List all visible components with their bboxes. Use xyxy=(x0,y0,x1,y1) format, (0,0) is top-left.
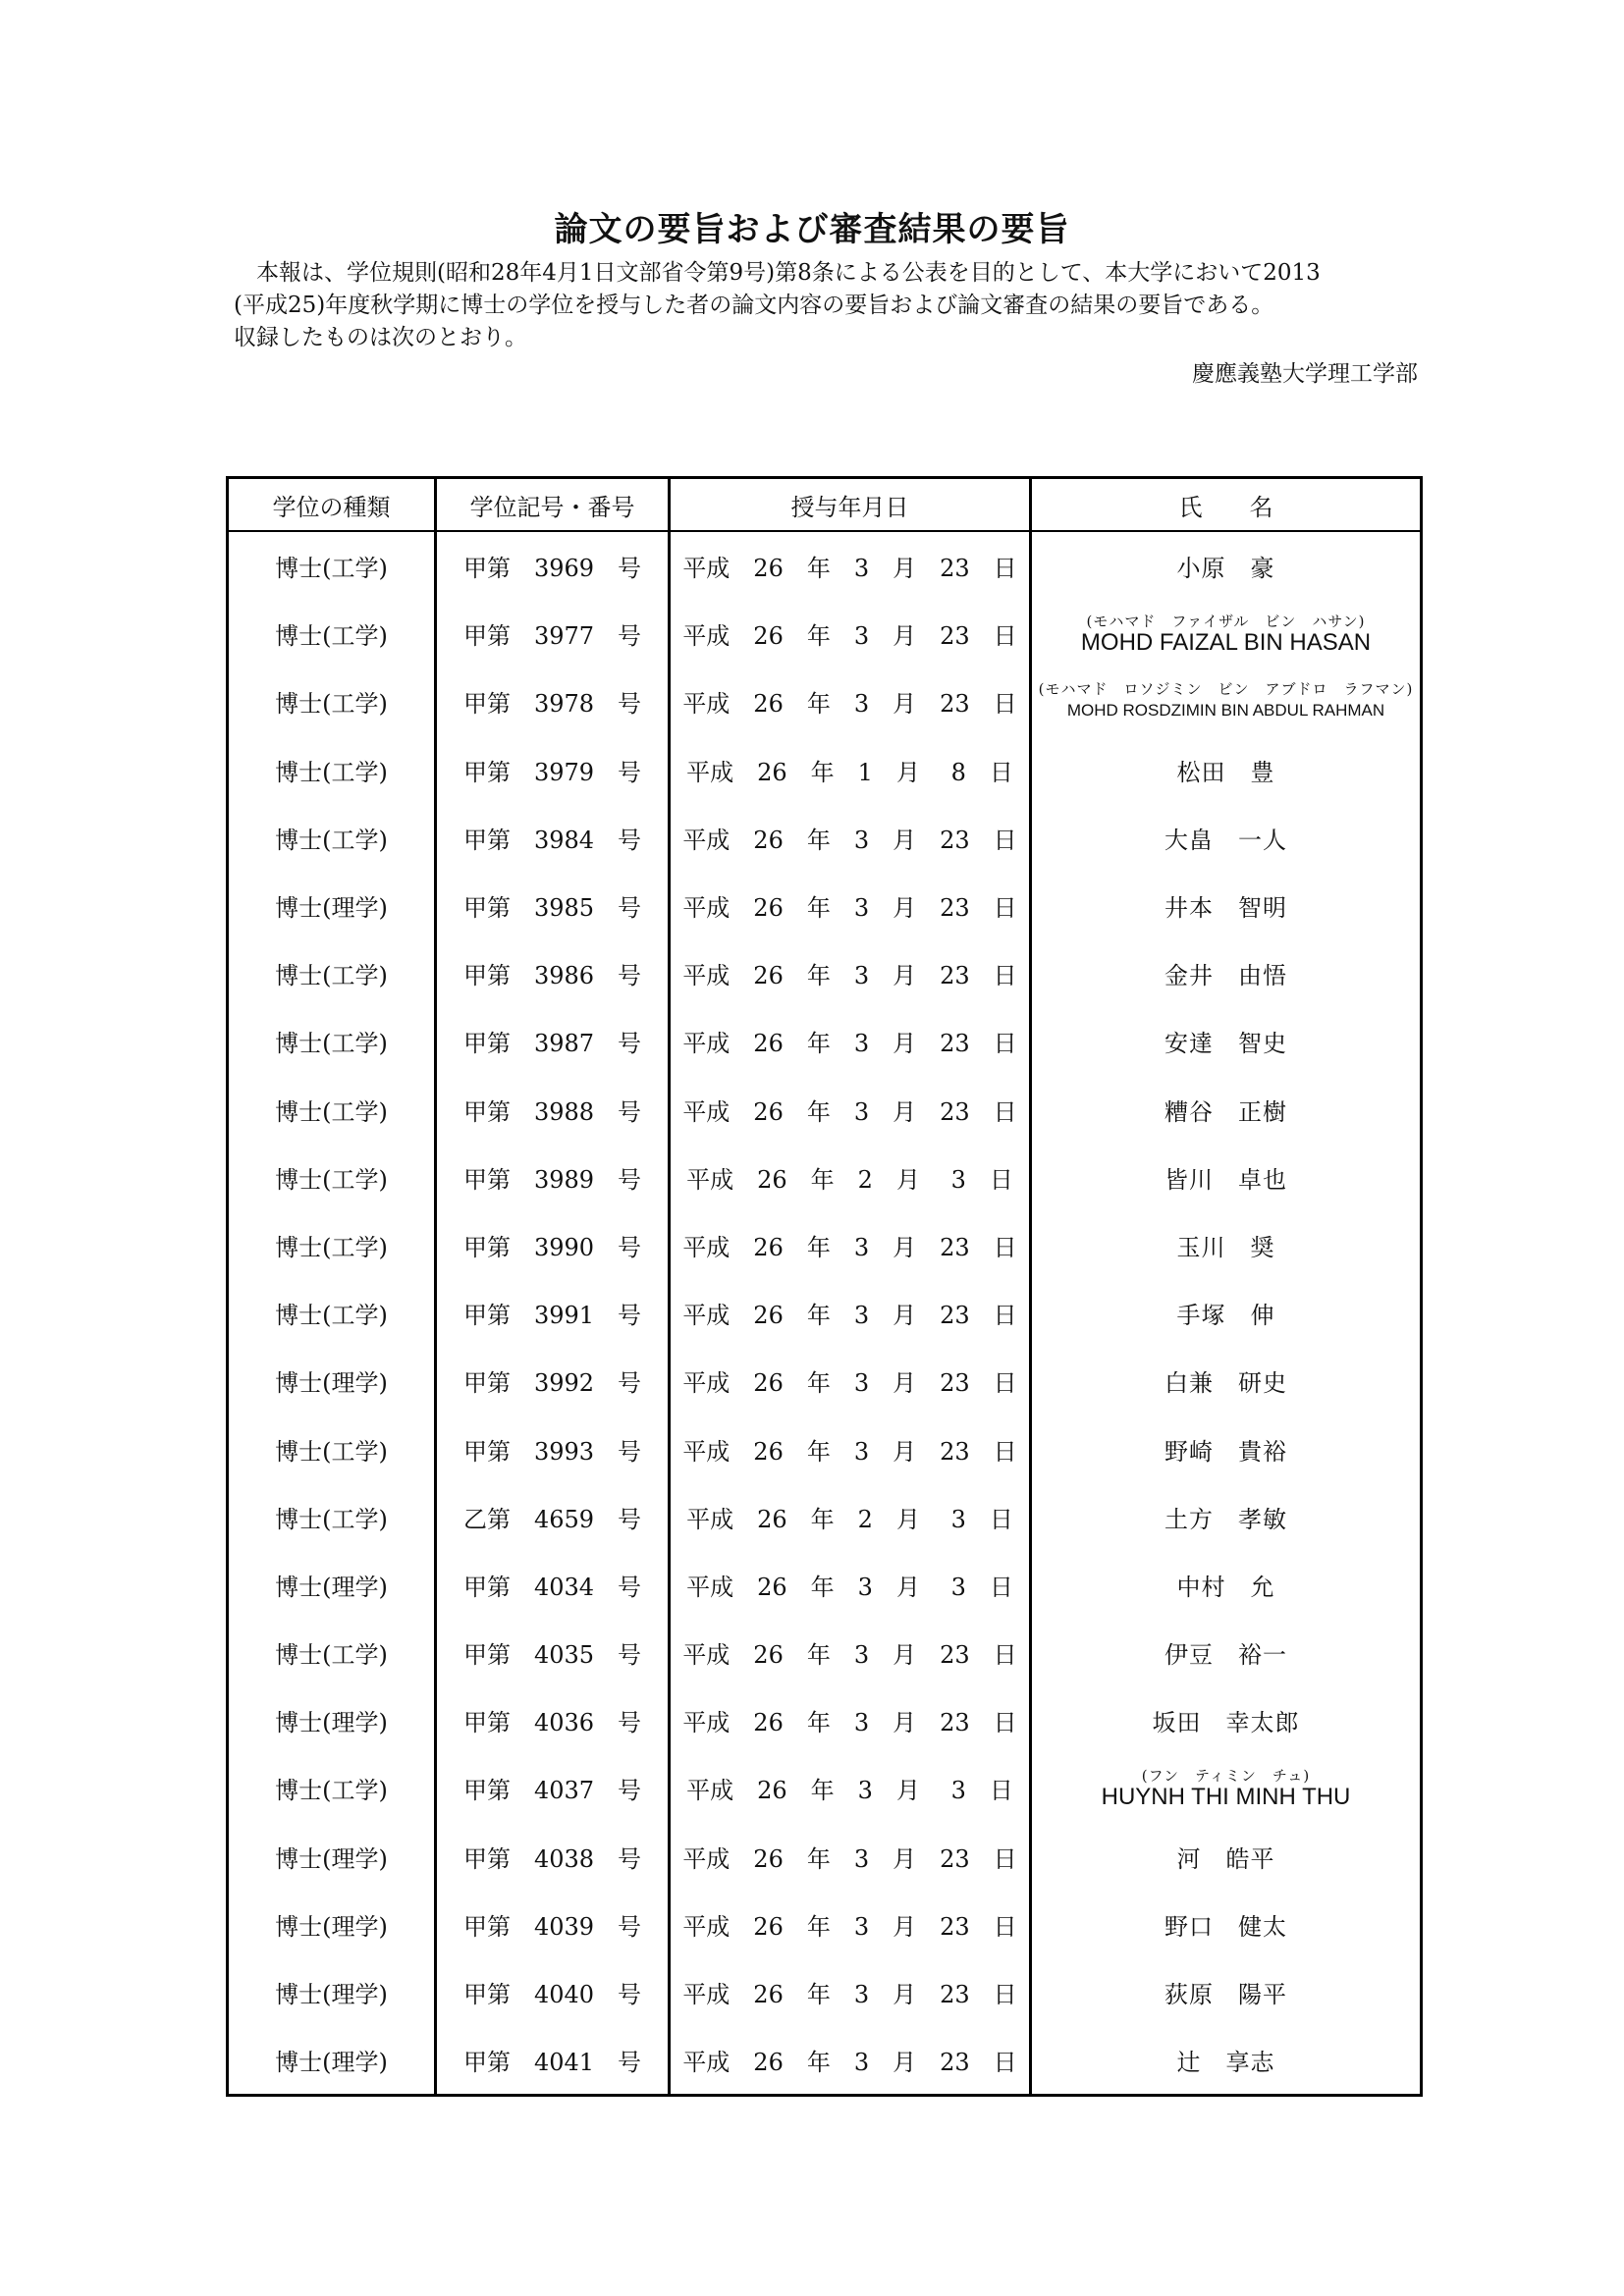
name-text: 松田 豊 xyxy=(1176,758,1275,786)
intro-line: (平成25)年度秋学期に博士の学位を授与した者の論文内容の要旨および論文審査の結果の要旨である。 xyxy=(234,293,1274,318)
degree-type-cell: 博士(工学) xyxy=(228,531,436,600)
table-row xyxy=(228,1347,1422,1415)
name-text: 金井 由悟 xyxy=(1164,962,1287,990)
name-text: 辻 享志 xyxy=(1176,2049,1275,2077)
table-row xyxy=(228,531,1422,600)
table-row xyxy=(228,1891,1422,1958)
name-cell xyxy=(1031,872,1422,939)
name-text: 野口 健太 xyxy=(1164,1912,1287,1941)
award-date-cell: 平成 26 年 1 月 8 日 xyxy=(670,736,1031,804)
table-row xyxy=(228,2026,1422,2096)
table-row xyxy=(228,1211,1422,1279)
award-date-cell: 平成 26 年 3 月 23 日 xyxy=(670,1619,1031,1686)
degree-number-cell: 甲第 4039 号 xyxy=(436,1891,670,1958)
degree-number-cell: 甲第 3989 号 xyxy=(436,1144,670,1211)
degree-type-cell: 博士(理学) xyxy=(228,1823,436,1891)
degree-type-cell: 博士(理学) xyxy=(228,1891,436,1958)
name-cell xyxy=(1031,531,1422,600)
name-text: 玉川 奨 xyxy=(1176,1233,1275,1261)
degree-type-cell: 博士(理学) xyxy=(228,1551,436,1619)
degree-type-cell: 博士(工学) xyxy=(228,939,436,1007)
degree-type-cell: 博士(工学) xyxy=(228,736,436,804)
table-row xyxy=(228,939,1422,1007)
award-date-cell: 平成 26 年 3 月 23 日 xyxy=(670,872,1031,939)
name-text: 手塚 伸 xyxy=(1176,1302,1275,1330)
name-kana-reading: (モハマド ファイザル ビン ハサン) xyxy=(1086,612,1366,630)
intro-line: 本報は、学位規則(昭和28年4月1日文部省令第9号)第8条による公表を目的として、本大学において2013 xyxy=(256,260,1321,286)
name-cell xyxy=(1031,1686,1422,1754)
degree-number-cell: 甲第 3977 号 xyxy=(436,600,670,667)
name-kana-reading: (モハマド ロソジミン ビン アブドロ ラフマン) xyxy=(1038,679,1414,698)
name-cell xyxy=(1031,939,1422,1007)
degree-type-cell: 博士(理学) xyxy=(228,872,436,939)
award-date-cell: 平成 26 年 2 月 3 日 xyxy=(670,1483,1031,1551)
table-row xyxy=(228,1144,1422,1211)
name-text: 小原 豪 xyxy=(1176,555,1275,583)
degree-type-cell: 博士(工学) xyxy=(228,1483,436,1551)
degree-number-cell: 甲第 3979 号 xyxy=(436,736,670,804)
table-row xyxy=(228,872,1422,939)
intro-paragraph xyxy=(234,257,1422,354)
name-text: 河 皓平 xyxy=(1176,1844,1275,1873)
table-row xyxy=(228,1958,1422,2026)
name-cell xyxy=(1031,1891,1422,1958)
table-row xyxy=(228,600,1422,667)
name-text: 糟谷 正樹 xyxy=(1164,1097,1287,1126)
degree-type-cell: 博士(工学) xyxy=(228,667,436,735)
name-cell xyxy=(1031,1211,1422,1279)
table-row xyxy=(228,1007,1422,1075)
name-text: 大畠 一人 xyxy=(1164,826,1287,854)
name-kana-reading: (フン ティミン チュ) xyxy=(1141,1766,1311,1785)
degree-type-cell: 博士(工学) xyxy=(228,1144,436,1211)
degree-type-cell: 博士(工学) xyxy=(228,1754,436,1822)
name-cell xyxy=(1031,804,1422,872)
award-date-cell: 平成 26 年 3 月 23 日 xyxy=(670,667,1031,735)
name-text: 伊豆 裕一 xyxy=(1164,1641,1287,1670)
name-cell xyxy=(1031,667,1422,735)
degree-number-cell: 甲第 4035 号 xyxy=(436,1619,670,1686)
name-text: 井本 智明 xyxy=(1164,894,1287,923)
award-date-cell: 平成 26 年 3 月 23 日 xyxy=(670,1007,1031,1075)
award-date-cell: 平成 26 年 3 月 3 日 xyxy=(670,1754,1031,1822)
name-text: 中村 允 xyxy=(1176,1573,1275,1601)
organization-name: 慶應義塾大学理工学部 xyxy=(1192,361,1418,387)
degree-table xyxy=(226,476,1423,2097)
table-row xyxy=(228,667,1422,735)
name-cell xyxy=(1031,1823,1422,1891)
name-cell xyxy=(1031,1551,1422,1619)
degree-type-cell: 博士(工学) xyxy=(228,1211,436,1279)
degree-number-cell: 甲第 3992 号 xyxy=(436,1347,670,1415)
degree-type-cell: 博士(工学) xyxy=(228,600,436,667)
degree-number-cell: 甲第 3985 号 xyxy=(436,872,670,939)
degree-number-cell: 甲第 4040 号 xyxy=(436,1958,670,2026)
degree-type-cell: 博士(工学) xyxy=(228,1415,436,1482)
award-date-cell: 平成 26 年 3 月 23 日 xyxy=(670,2026,1031,2096)
award-date-cell: 平成 26 年 3 月 23 日 xyxy=(670,1347,1031,1415)
award-date-cell: 平成 26 年 3 月 23 日 xyxy=(670,1823,1031,1891)
table-row xyxy=(228,1754,1422,1822)
table-body xyxy=(228,531,1422,2096)
degree-number-cell: 甲第 4041 号 xyxy=(436,2026,670,2096)
name-text: 白兼 研史 xyxy=(1164,1369,1287,1398)
table-row xyxy=(228,1823,1422,1891)
degree-type-cell: 博士(工学) xyxy=(228,1619,436,1686)
award-date-cell: 平成 26 年 3 月 23 日 xyxy=(670,1211,1031,1279)
table-row xyxy=(228,1279,1422,1347)
degree-type-cell: 博士(理学) xyxy=(228,2026,436,2096)
degree-number-cell: 乙第 4659 号 xyxy=(436,1483,670,1551)
award-date-cell: 平成 26 年 3 月 23 日 xyxy=(670,1415,1031,1482)
table-row xyxy=(228,1415,1422,1482)
name-cell xyxy=(1031,1754,1422,1822)
degree-type-cell: 博士(工学) xyxy=(228,1007,436,1075)
name-cell xyxy=(1031,1483,1422,1551)
degree-number-cell: 甲第 4038 号 xyxy=(436,1823,670,1891)
table-header-row xyxy=(228,478,1422,532)
award-date-cell: 平成 26 年 3 月 23 日 xyxy=(670,1686,1031,1754)
name-text: 土方 孝敏 xyxy=(1164,1505,1287,1533)
name-cell xyxy=(1031,600,1422,667)
degree-number-cell: 甲第 3987 号 xyxy=(436,1007,670,1075)
name-latin: MOHD ROSDZIMIN BIN ABDUL RAHMAN xyxy=(1066,700,1385,720)
table-row xyxy=(228,1551,1422,1619)
table-row xyxy=(228,1483,1422,1551)
table-row xyxy=(228,1076,1422,1144)
award-date-cell: 平成 26 年 3 月 23 日 xyxy=(670,1279,1031,1347)
degree-number-cell: 甲第 4036 号 xyxy=(436,1686,670,1754)
degree-number-cell: 甲第 4037 号 xyxy=(436,1754,670,1822)
name-text: 安達 智史 xyxy=(1164,1030,1287,1058)
name-cell xyxy=(1031,1279,1422,1347)
name-text: 坂田 幸太郎 xyxy=(1152,1709,1300,1737)
award-date-cell: 平成 26 年 3 月 23 日 xyxy=(670,600,1031,667)
degree-number-cell: 甲第 3988 号 xyxy=(436,1076,670,1144)
name-cell xyxy=(1031,1619,1422,1686)
award-date-cell: 平成 26 年 3 月 23 日 xyxy=(670,939,1031,1007)
table-row xyxy=(228,736,1422,804)
name-latin: MOHD FAIZAL BIN HASAN xyxy=(1080,628,1372,656)
award-date-cell: 平成 26 年 2 月 3 日 xyxy=(670,1144,1031,1211)
name-text: 荻原 陽平 xyxy=(1164,1981,1287,2009)
degree-type-cell: 博士(理学) xyxy=(228,1686,436,1754)
name-latin: HUYNH THI MINH THU xyxy=(1101,1783,1351,1810)
degree-number-cell: 甲第 3978 号 xyxy=(436,667,670,735)
award-date-cell: 平成 26 年 3 月 3 日 xyxy=(670,1551,1031,1619)
degree-type-cell: 博士(工学) xyxy=(228,804,436,872)
name-text: 皆川 卓也 xyxy=(1164,1165,1287,1194)
name-cell xyxy=(1031,1007,1422,1075)
award-date-cell: 平成 26 年 3 月 23 日 xyxy=(670,804,1031,872)
degree-number-cell: 甲第 3969 号 xyxy=(436,531,670,600)
header-name: 氏 名 xyxy=(1031,478,1422,532)
intro-line: 収録したものは次のとおり。 xyxy=(234,325,527,350)
name-cell xyxy=(1031,1144,1422,1211)
award-date-cell: 平成 26 年 3 月 23 日 xyxy=(670,1891,1031,1958)
header-award-date: 授与年月日 xyxy=(670,478,1031,532)
table-row xyxy=(228,1686,1422,1754)
degree-number-cell: 甲第 3991 号 xyxy=(436,1279,670,1347)
degree-number-cell: 甲第 4034 号 xyxy=(436,1551,670,1619)
name-cell xyxy=(1031,1076,1422,1144)
award-date-cell: 平成 26 年 3 月 23 日 xyxy=(670,1958,1031,2026)
name-cell xyxy=(1031,2026,1422,2096)
award-date-cell: 平成 26 年 3 月 23 日 xyxy=(670,1076,1031,1144)
name-cell xyxy=(1031,736,1422,804)
degree-number-cell: 甲第 3986 号 xyxy=(436,939,670,1007)
name-text: 野崎 貴裕 xyxy=(1164,1437,1287,1466)
degree-number-cell: 甲第 3990 号 xyxy=(436,1211,670,1279)
page-title: 論文の要旨および審査結果の要旨 xyxy=(554,210,1070,249)
award-date-cell: 平成 26 年 3 月 23 日 xyxy=(670,531,1031,600)
degree-type-cell: 博士(工学) xyxy=(228,1279,436,1347)
degree-number-cell: 甲第 3993 号 xyxy=(436,1415,670,1482)
table-row xyxy=(228,804,1422,872)
degree-type-cell: 博士(理学) xyxy=(228,1958,436,2026)
name-cell xyxy=(1031,1958,1422,2026)
degree-type-cell: 博士(理学) xyxy=(228,1347,436,1415)
table-row xyxy=(228,1619,1422,1686)
name-cell xyxy=(1031,1415,1422,1482)
name-cell xyxy=(1031,1347,1422,1415)
degree-number-cell: 甲第 3984 号 xyxy=(436,804,670,872)
header-degree-number: 学位記号・番号 xyxy=(436,478,670,532)
degree-type-cell: 博士(工学) xyxy=(228,1076,436,1144)
header-degree-type: 学位の種類 xyxy=(228,478,436,532)
